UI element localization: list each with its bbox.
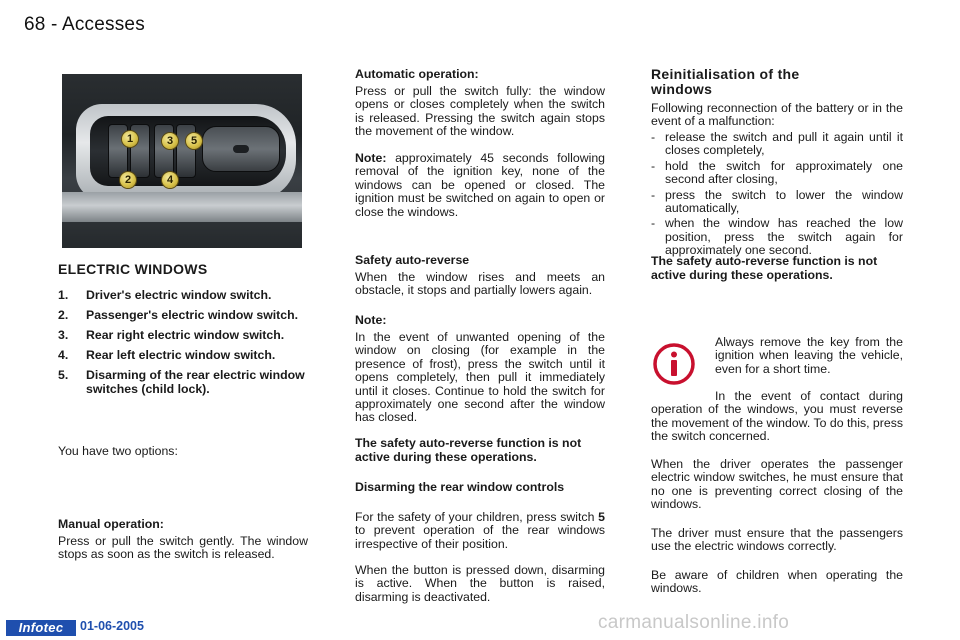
callout-5: 5 — [186, 133, 202, 149]
safety-warning-bold: The safety auto-reverse function is not active during these operations. — [355, 436, 582, 464]
info-driver-text: When the driver operates the passenger electric window switches, he must ensure that no one is preventing correct closing of the windows. — [651, 457, 903, 512]
list-item: - hold the switch for approximately one second after closing, — [651, 158, 903, 187]
automatic-operation-heading: Automatic operation: — [355, 67, 479, 81]
note-label: Note: — [355, 313, 387, 327]
door-trim — [62, 192, 302, 222]
callout-4: 4 — [162, 172, 178, 188]
reinitialisation-heading: Reinitialisation of the windows — [651, 66, 800, 97]
header-separator: - — [45, 14, 62, 35]
switch-panel-photo — [62, 74, 302, 248]
safety-auto-reverse-heading: Safety auto-reverse — [355, 253, 470, 267]
electric-windows-title: ELECTRIC WINDOWS — [58, 261, 208, 277]
callout-3: 3 — [162, 133, 178, 149]
note-ignition: Note: approximately 45 seconds following removal of the ignition key, none of the windows can be opened or closed. The ignition must be switched on again to open or close the windows. — [355, 151, 605, 219]
disarming-state-text: When the button is pressed down, disarming is active. When the button is raised, disarming is deactivated. — [355, 563, 605, 604]
info-icon — [652, 342, 696, 386]
note-frost-text: In the event of unwanted opening of the window on closing (for example in the presence of frost), press the switch until it opens completely, then pull it immediately until it closes. Continue to hold the switch for approximately one second after the window has closed. — [355, 330, 605, 425]
list-item: - press the switch to lower the window automatically, — [651, 187, 903, 216]
child-lock-button — [202, 126, 280, 172]
callout-1: 1 — [122, 131, 138, 147]
page-number: 68 — [24, 14, 46, 35]
reinitialisation-warning-bold: The safety auto-reverse function is not active during these operations. — [651, 254, 878, 282]
watermark: carmanualsonline.info — [598, 612, 790, 633]
manual-operation-text: Press or pull the switch gently. The window stops as soon as the switch is released. — [58, 534, 308, 562]
switch-list — [58, 288, 306, 402]
list-item: 1. Driver's electric window switch. — [58, 288, 272, 302]
reinitialisation-intro: Following reconnection of the battery or in the event of a malfunction: — [651, 101, 903, 129]
list-item: - release the switch and pull it again until it closes completely, — [651, 130, 903, 158]
disarming-heading: Disarming the rear window controls — [355, 480, 565, 494]
list-item: - when the window has reached the low position, press the switch again for approximately one second. — [651, 216, 903, 258]
safety-auto-reverse-text: When the window rises and meets an obstacle, it stops and partially lowers again. — [355, 270, 605, 298]
info-passengers-text: The driver must ensure that the passengers use the electric windows correctly. — [651, 526, 903, 554]
manual-operation-heading: Manual operation: — [58, 517, 164, 531]
page-header — [24, 14, 145, 36]
footer-date: 01-06-2005 — [80, 619, 144, 633]
options-text: You have two options: — [58, 444, 178, 458]
list-item: 2. Passenger's electric window switch. — [58, 308, 299, 322]
infotec-logo: Infotec — [6, 620, 76, 636]
info-remove-key: Always remove the key from the ignition when leaving the vehicle, even for a short time. — [715, 335, 903, 376]
reinitialisation-steps — [651, 131, 903, 258]
info-contact-text: In the event of contact during operation of the windows, you must reverse the movement of the window. To do this, press the switch concerned. — [651, 389, 903, 444]
section-title: Accesses — [61, 14, 145, 35]
info-children-text: Be aware of children when operating the windows. — [651, 568, 903, 596]
automatic-operation-text: Press or pull the switch fully: the window opens or closes completely when the switch is released. Pressing the switch again stops the movement of the window. — [355, 84, 605, 139]
list-item: 5. Disarming of the rear electric window switches (child lock). — [58, 368, 305, 396]
list-item: 3. Rear right electric window switch. — [58, 328, 285, 342]
callout-2: 2 — [120, 172, 136, 188]
list-item: 4. Rear left electric window switch. — [58, 348, 276, 362]
disarming-text: For the safety of your children, press switch 5 to prevent operation of the rear windows irrespective of their position. — [355, 510, 605, 551]
